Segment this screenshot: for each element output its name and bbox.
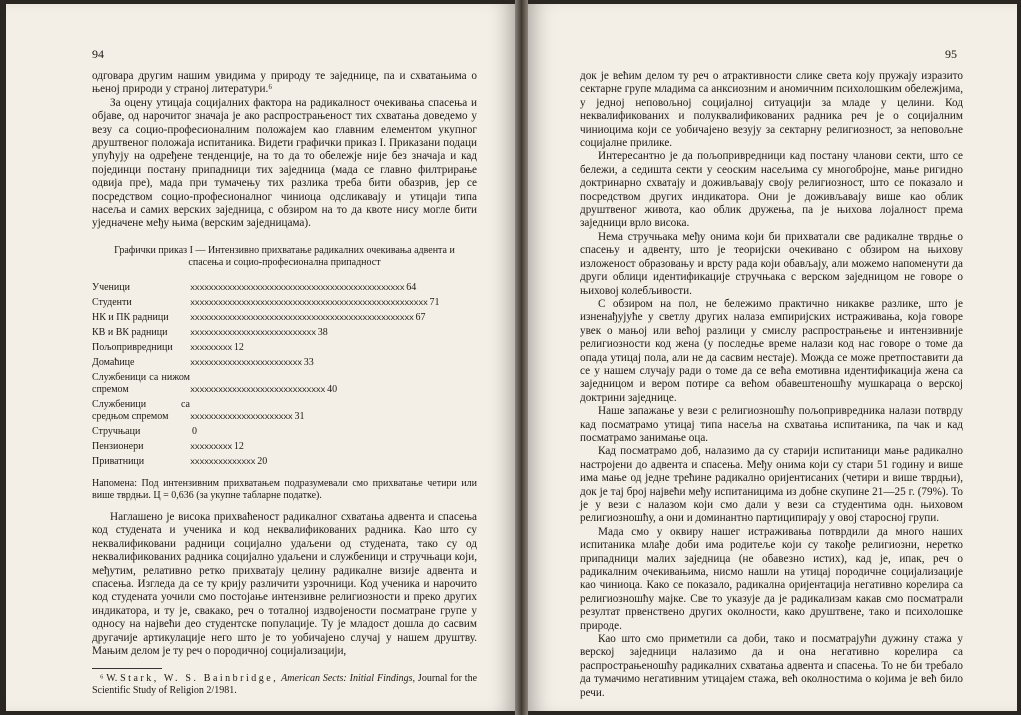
figure-bar-value: 12 bbox=[233, 341, 244, 353]
figure-bar-value: 12 bbox=[233, 440, 244, 452]
right-paragraph-3: Нема стручњака међу онима који би прихватали све радикалне тврдње о спасењу и адвенту, што је теоријски очекивано с обзиром на њихову изложеност образовању и врсту рада који обављају, али можемо напоменути да други облици идентификације стручњака с верском заједницом не говоре о њиховој колебљивости. bbox=[580, 230, 963, 297]
right-paragraph-5: Наше запажање у вези с религиозношћу пољопривредника налази потврду кад посматрамо утицај типа насеља на схватања испитаника, па чак и кад посматрамо занимање оца. bbox=[580, 405, 963, 444]
figure-bar-value: 67 bbox=[415, 311, 426, 323]
right-paragraph-8: Као што смо приметили са доби, тако и посматрајући дужину стажа у верској заједници налазимо да и она негативно корелира са распрострањеношћу радикалних схватања адвента и спасења. То не би требало да тумачимо негативним утицајем стажа, већ околностима о којима је већ било речи. bbox=[580, 633, 963, 699]
figure-bar-value: 31 bbox=[294, 410, 305, 422]
right-paragraph-1: док је већим делом ту реч о атрактивности слике света коју пружају изразито сектарне групе младима са анксиозним и аномичним психолошким обележјима, у једној неповољној социјалној ситуацији за младе у целини. Код неквалификованих и полуквалификованих радника реч је о социјалним чиниоцима који се уобичајено везују за сектарну религиозност, за неповољне социјалне прилике. bbox=[580, 70, 963, 150]
figure-bar bbox=[190, 324, 477, 339]
figure-row-label: Ученици bbox=[92, 281, 130, 293]
figure-bar bbox=[190, 309, 477, 324]
figure-row-label: НК и ПК радници bbox=[92, 311, 169, 323]
figure-row-label: Студенти bbox=[92, 296, 132, 308]
figure-row bbox=[92, 438, 477, 453]
right-paragraph-2: Интересантно је да пољопривредници кад постану чланови секти, што се бележи, а седишта секти у сеоским насељима су многобројне, мање ригидно доктринарно схватају и доживљавају своју религиозност, што се показало и посредством других индикатора. Они је доживљавају више као облик друштвеног живота, као облик дружења, па је њихова лојалност према заједници врло висока. bbox=[580, 150, 963, 230]
right-paragraph-4: С обзиром на пол, не бележимо практично никакве разлике, што је изненађујуће у светлу других налаза емпиријских истраживања, која говоре увек о мањој или већој разлици у смислу распрострањење и интензивније религиозности код жена (у последње време налази код нас говоре о томе да опада утицај пола, али не да сасвим нестаје). Можда се може претпоставити да се у нашем случају ради о томе да се већа емотивна идентификација жена са заједницом и вером потире са већом обавештеношћу мушкараца о верској доктрини заједнице. bbox=[580, 297, 963, 404]
figure-bar bbox=[190, 339, 477, 354]
figure-bar-marks: xxxxxxxxxxxxxxxxxxxxxxxxxxx bbox=[190, 327, 316, 338]
figure-row bbox=[92, 423, 477, 438]
figure-row bbox=[92, 279, 477, 294]
figure-bar bbox=[190, 369, 477, 396]
right-text-column bbox=[580, 70, 963, 700]
figure-row-label: Стручњаци bbox=[92, 425, 141, 437]
figure-row-label: Приватници bbox=[92, 455, 145, 467]
figure-bar-marks: xxxxxxxxxxxxxx bbox=[190, 456, 256, 467]
figure-bar bbox=[190, 294, 477, 309]
figure-bar-value: 33 bbox=[303, 356, 314, 368]
page-number-left: 94 bbox=[92, 47, 104, 61]
left-paragraph-1: одговара другим нашим увидима у природу те заједнице, па и схватањима о њеној природи у страној литератури.⁶ bbox=[92, 70, 477, 96]
figure-bar-value: 64 bbox=[406, 281, 417, 293]
figure-row-label: КВ и ВК радници bbox=[92, 326, 168, 338]
right-paragraph-7: Мада смо у оквиру нашег истраживања потврдили да много наших испитаника млађе доби има родитеље који су такође религиозни, неретко припадници малих заједница (не обавезно истих), кад је, ипак, реч о радикалним очекивањима, нисмо нашли на утицај породичне социјализације као чиниоца. Како се показало, радикална оријентација негативно корелира са религиозношћу мајке. Све то указује да је радикализам какав смо посматрали резултат првенствено других околности, како друштвене, тако и психолошке природе. bbox=[580, 525, 963, 632]
figure-bar bbox=[190, 423, 477, 438]
footnote-title: American Sects: Initial Findings, bbox=[281, 673, 416, 685]
figure-row-label: Пензионери bbox=[92, 440, 144, 452]
figure-bar bbox=[190, 438, 477, 453]
figure-bar-marks: xxxxxxxxxxxxxxxxxxxxxxxxxxxxxxxxxxxxxxxxxxxxxxxx bbox=[190, 312, 414, 323]
footnote-authors: Stark, W. S. Bainbridge, bbox=[120, 673, 279, 685]
figure-bar bbox=[190, 453, 477, 468]
left-paragraph-2: За оцену утицаја социјалних фактора на радикалност очекивања спасења и објаве, од нарочитог значаја је ако распрострањеност тих схватања доведемо у везу са социо-професионалним положајем као главним елементом укупног друштвеног положаја испитаника. Видети графички приказ I. Приказани подаци упућују на одређене тенденције, на то да то обележје није без значаја и кад појединци постану припадници тих заједница (мада се главно филтрирање одвија пре), мада при тумачењу тих разлика треба бити обазрив, јер се посредством социо-професионалног чиниоца одсликавају и утицаји типа насеља и самих верских заједница, с обзиром на то да квоте нису могле бити уједначене међу њима (верским заједницама). bbox=[92, 96, 477, 230]
figure-row-label: Службеници са средњом спремом bbox=[92, 398, 190, 422]
figure-chart bbox=[92, 279, 477, 468]
left-page bbox=[6, 4, 516, 711]
left-paragraph-3: Наглашено је висока прихваћеност радикалног схватања адвента и спасења код студената и ученика и код неквалификованих радника. Као што су неквалификовани радници социјално удаљени од студената, тако су од неквалификованих радника социјално удаљени и службеници и стручњаци који, међутим, релативно ретко прихватају целину радикалне визије адвента и спасења. Изгледа да се ту крију различити узрочници. Код ученика и нарочито код студената уочили смо постојање интензивне религиозности и преко других индикатора, и ту је, свакако, реч о тоталној издвојености посматране групе у односу на највећи део студентске популације. Ту је младост дошла до сасвим другачије артикулације него што је то уобичајено случај у нашем друштву. Мањим делом је ту реч о породичној социјализацији, bbox=[92, 510, 477, 657]
figure-bar-marks: xxxxxxxxx bbox=[190, 342, 232, 353]
figure-bar-marks: xxxxxxxxxxxxxxxxxxxxxxxxxxxxx bbox=[190, 384, 326, 395]
right-page bbox=[528, 4, 1017, 711]
figure-bar-marks: xxxxxxxxxxxxxxxxxxxxxxxx bbox=[190, 357, 302, 368]
figure-row-label: Службеници са нижом спремом bbox=[92, 371, 190, 395]
figure-bar-value: 40 bbox=[327, 383, 338, 395]
figure-note: Напомена: Под интензивним прихватањем подразумевали смо прихватање четири или више тврдњи. Ц = 0,636 (за укупне табларне податке). bbox=[92, 477, 477, 501]
figure-bar-marks: xxxxxxxxxxxxxxxxxxxxxx bbox=[190, 411, 293, 422]
figure-bar bbox=[190, 354, 477, 369]
figure-bar-marks: xxxxxxxxxxxxxxxxxxxxxxxxxxxxxxxxxxxxxxxxxxxxxxxxxxx bbox=[190, 297, 428, 308]
footnote-rest: Journal for the Scientific Study of Religion 2/1981. bbox=[92, 673, 478, 697]
figure-row bbox=[92, 324, 477, 339]
figure-bar bbox=[190, 279, 477, 294]
figure-row-label: Домаћице bbox=[92, 356, 135, 368]
right-paragraph-6: Кад посматрамо доб, налазимо да су старији испитаници мање радикално настројени до адвента и спасења. Међу онима који су стари 51 годину и више има мање од једне трећине радикално оријентисаних (четири и више тврдњи), док је тај број највећи међу испитаницима из добне скупине 21—25 г. (79%). То је у вези с налазом који смо дали у вези са студентима одн. њиховом религиозношћу, а они и доминантно партиципирају у овој старосној групи. bbox=[580, 445, 963, 525]
figure-bar-value: 71 bbox=[429, 296, 440, 308]
figure-bar-value: 20 bbox=[257, 455, 268, 467]
figure-caption: Графички приказ I — Интензивно прихватање радикалних очекивања адвента и спасења и социо-професионална припадност bbox=[114, 244, 455, 268]
figure-row bbox=[92, 369, 477, 396]
figure-row bbox=[92, 339, 477, 354]
figure-row-label: Пољопривредници bbox=[92, 341, 173, 353]
figure-row bbox=[92, 396, 477, 423]
book-gutter bbox=[515, 0, 528, 715]
figure-bar bbox=[190, 396, 477, 423]
figure-row bbox=[92, 309, 477, 324]
figure-bar-marks: xxxxxxxxxxxxxxxxxxxxxxxxxxxxxxxxxxxxxxxxxxxxxx bbox=[190, 282, 405, 293]
figure-bar-value: 38 bbox=[317, 326, 328, 338]
left-text-column bbox=[92, 70, 477, 697]
footnote bbox=[92, 673, 477, 697]
figure-row bbox=[92, 294, 477, 309]
page-number-right: 95 bbox=[945, 47, 957, 61]
footnote-rule bbox=[92, 668, 162, 669]
figure-row bbox=[92, 354, 477, 369]
figure-row bbox=[92, 453, 477, 468]
figure-bar-marks: xxxxxxxxx bbox=[190, 441, 232, 452]
figure-bar-value: 0 bbox=[192, 425, 197, 437]
footnote-mark: ⁶ W. bbox=[100, 673, 118, 685]
